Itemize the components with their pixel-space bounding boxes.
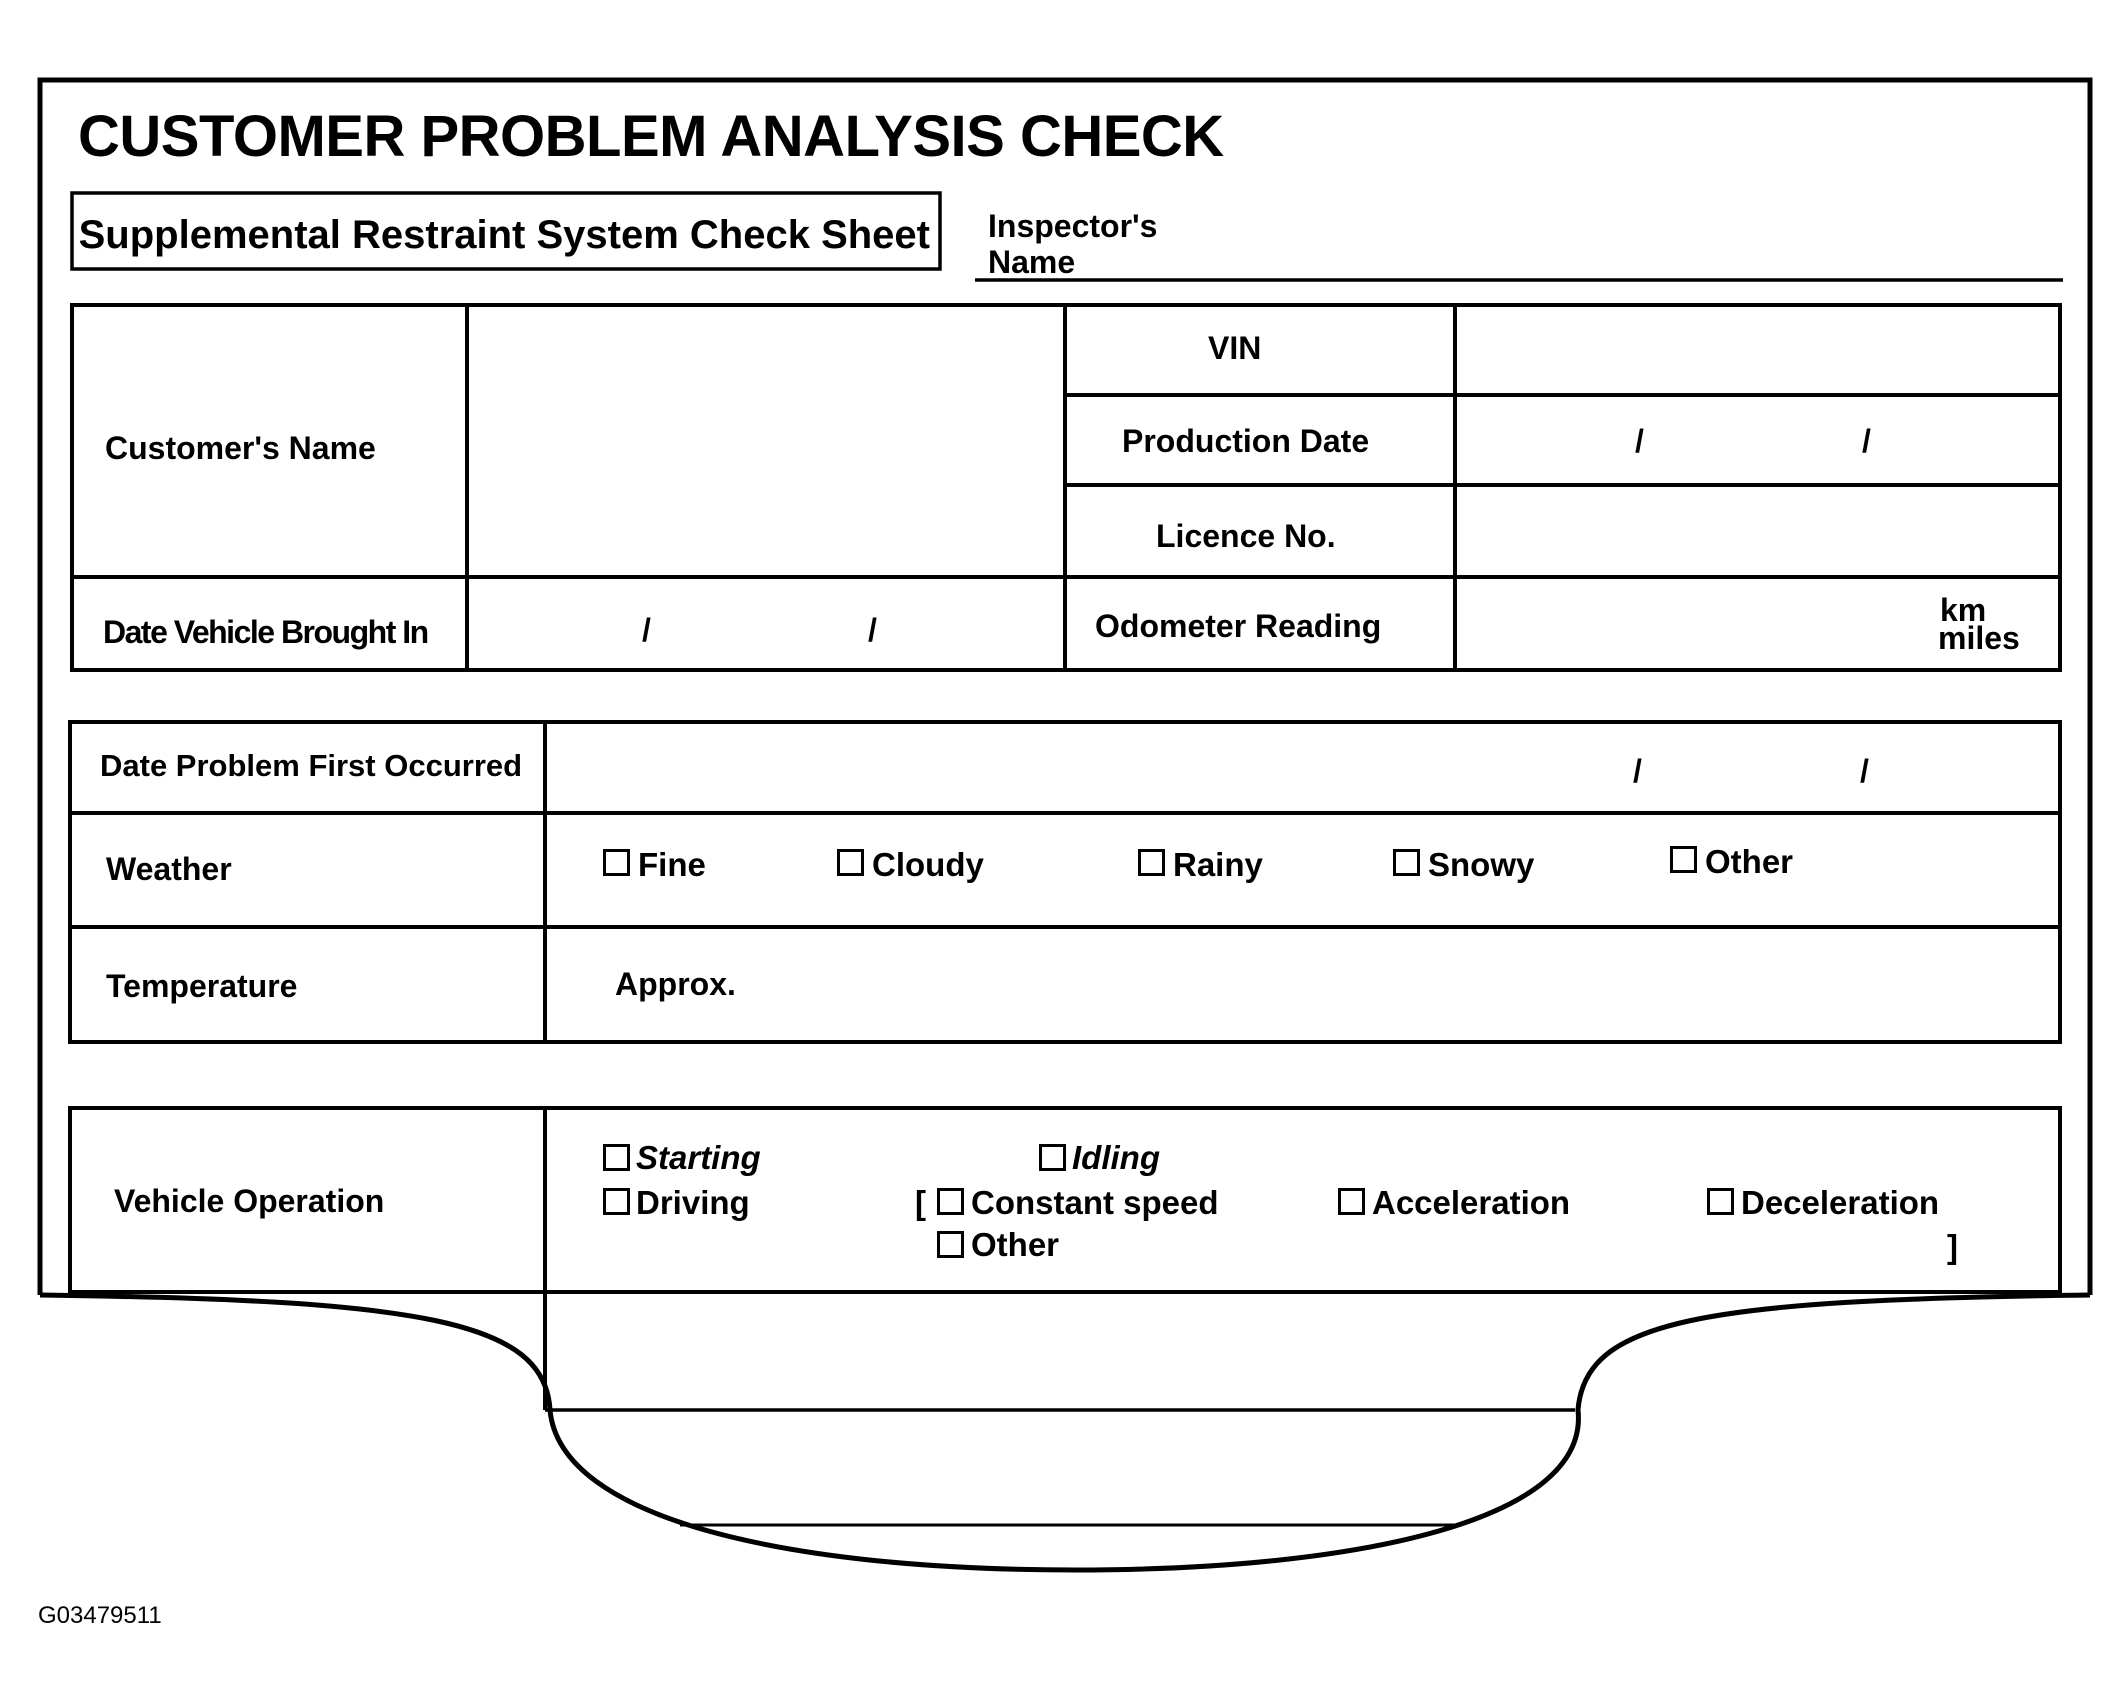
brought-in-sep-1: /: [642, 612, 651, 648]
sheet-name-clip: [74, 195, 938, 267]
problem-date-sep-2: /: [1860, 753, 1869, 789]
weather-snowy-label: Snowy: [1428, 846, 1535, 883]
operation-constant-speed-label: Constant speed: [971, 1184, 1219, 1221]
vin-label: VIN: [1208, 330, 1262, 366]
operation-acceleration-checkbox[interactable]: [1338, 1188, 1365, 1215]
weather-fine-checkbox[interactable]: [603, 849, 630, 876]
weather-fine-label: Fine: [638, 846, 706, 883]
operation-starting-label: Starting: [636, 1139, 761, 1176]
operation-deceleration-label: Deceleration: [1741, 1184, 1940, 1221]
weather-rainy-label: Rainy: [1173, 846, 1263, 883]
operation-acceleration-label: Acceleration: [1372, 1184, 1571, 1221]
odometer-unit-km: km: [1940, 592, 1987, 628]
odometer-unit-miles: miles: [1938, 620, 2020, 656]
operation-constant-speed-checkbox[interactable]: [937, 1188, 964, 1215]
figure-code: G03479511: [38, 1602, 162, 1629]
inspector-name-label: Inspector's Name: [988, 208, 1158, 280]
customers-name-label: Customer's Name: [105, 430, 376, 466]
weather-other-checkbox[interactable]: [1670, 846, 1697, 873]
weather-cloudy-checkbox[interactable]: [837, 849, 864, 876]
sheet-name: Supplemental Restraint System Check Sheet: [78, 213, 930, 257]
sheet-bottom-curve: [40, 1295, 2090, 1570]
odometer-reading-label: Odometer Reading: [1095, 608, 1382, 644]
temperature-approx: Approx.: [615, 966, 736, 1002]
operation-other-checkbox[interactable]: [937, 1231, 964, 1258]
operation-driving-checkbox[interactable]: [603, 1188, 630, 1215]
production-date-label: Production Date: [1122, 423, 1370, 459]
operation-starting-checkbox[interactable]: [603, 1144, 630, 1171]
production-date-sep-1: /: [1635, 423, 1644, 459]
brought-in-sep-2: /: [868, 612, 877, 648]
weather-label: Weather: [106, 851, 232, 887]
operation-idling-checkbox[interactable]: [1039, 1144, 1066, 1171]
weather-other-label: Other: [1705, 843, 1794, 880]
date-vehicle-brought-in-label: Date Vehicle Brought In: [103, 614, 428, 650]
vehicle-operation-label: Vehicle Operation: [114, 1183, 385, 1219]
weather-snowy-checkbox[interactable]: [1393, 849, 1420, 876]
operation-bracket-close: ]: [1947, 1228, 1958, 1265]
weather-rainy-checkbox[interactable]: [1138, 849, 1165, 876]
temperature-label: Temperature: [106, 968, 298, 1004]
operation-bracket-open: [: [915, 1184, 926, 1221]
operation-idling-label: Idling: [1072, 1139, 1160, 1176]
page-title: CUSTOMER PROBLEM ANALYSIS CHECK: [78, 104, 1224, 169]
licence-no-label: Licence No.: [1156, 518, 1336, 554]
operation-other-label: Other: [971, 1226, 1060, 1263]
date-problem-first-occurred-label: Date Problem First Occurred: [100, 748, 523, 783]
production-date-sep-2: /: [1862, 423, 1871, 459]
operation-driving-label: Driving: [636, 1184, 750, 1221]
operation-deceleration-checkbox[interactable]: [1707, 1188, 1734, 1215]
weather-cloudy-label: Cloudy: [872, 846, 984, 883]
problem-date-sep-1: /: [1633, 753, 1642, 789]
